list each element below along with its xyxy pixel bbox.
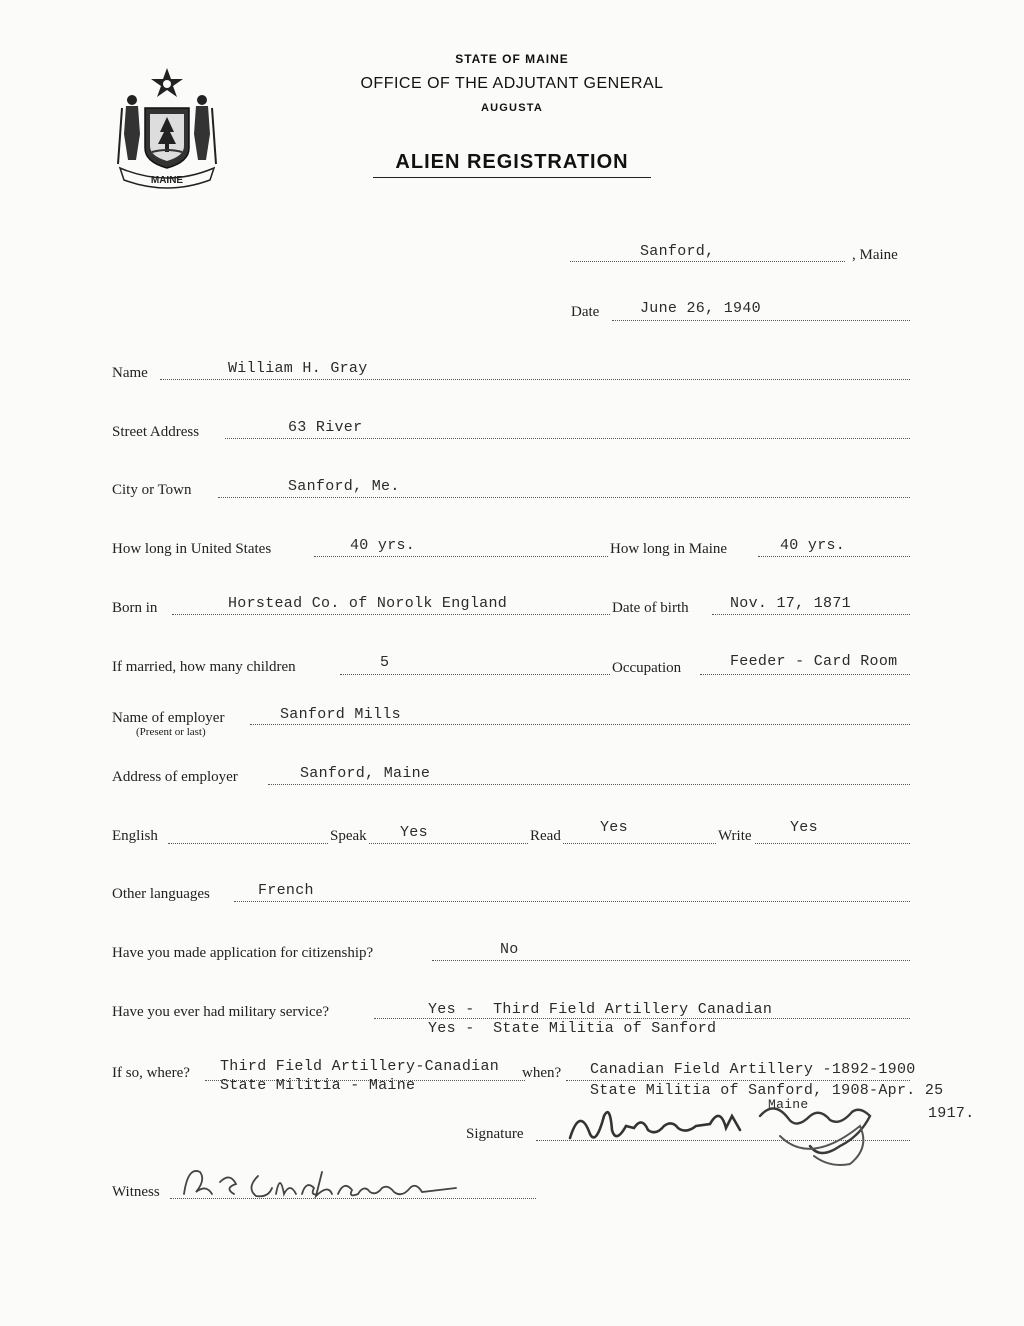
name-value: William H. Gray bbox=[228, 360, 368, 377]
street-label: Street Address bbox=[112, 424, 200, 440]
write-label: Write bbox=[718, 828, 752, 844]
other-languages-line bbox=[234, 901, 910, 902]
citizenship-line bbox=[432, 960, 910, 961]
citizenship-value: No bbox=[500, 941, 519, 958]
english-label: English bbox=[112, 828, 158, 844]
occupation-value: Feeder - Card Room bbox=[730, 653, 898, 670]
other-languages-label: Other languages bbox=[112, 886, 210, 902]
read-value: Yes bbox=[600, 819, 628, 836]
speak-value: Yes bbox=[400, 824, 428, 841]
military-line bbox=[374, 1018, 910, 1019]
date-label: Date bbox=[571, 304, 600, 320]
born-value: Horstead Co. of Norolk England bbox=[228, 595, 508, 612]
maine-years-label: How long in Maine bbox=[610, 541, 728, 557]
maine-state-seal bbox=[112, 64, 222, 190]
employer-address-label: Address of employer bbox=[112, 769, 238, 785]
employer-sublabel: (Present or last) bbox=[136, 726, 206, 738]
us-years-value: 40 yrs. bbox=[350, 537, 416, 554]
city-heading: AUGUSTA bbox=[481, 102, 543, 114]
signature-scrawl bbox=[560, 1086, 920, 1181]
where-label: If so, where? bbox=[112, 1065, 190, 1081]
city-value: Sanford, Me. bbox=[288, 478, 400, 495]
born-label: Born in bbox=[112, 600, 158, 616]
signature-label: Signature bbox=[466, 1126, 524, 1142]
employer-value: Sanford Mills bbox=[280, 706, 401, 723]
where-line-1: Third Field Artillery-Canadian bbox=[220, 1058, 500, 1075]
street-value: 63 River bbox=[288, 419, 363, 436]
occupation-label: Occupation bbox=[612, 660, 682, 676]
city-label: City or Town bbox=[112, 482, 192, 498]
born-line bbox=[172, 614, 610, 615]
seal-motto: MAINE bbox=[150, 175, 184, 186]
when-label: when? bbox=[522, 1065, 562, 1081]
military-line-2: Yes - State Militia of Sanford bbox=[428, 1020, 717, 1037]
form-title: ALIEN REGISTRATION bbox=[395, 151, 629, 173]
read-label: Read bbox=[530, 828, 561, 844]
date-line bbox=[612, 320, 910, 321]
when-line-3: Maine bbox=[768, 1097, 809, 1112]
when-line-4: 1917. bbox=[928, 1105, 975, 1122]
occupation-line bbox=[700, 674, 910, 675]
witness-signature bbox=[176, 1158, 496, 1213]
military-line-1: Yes - Third Field Artillery Canadian bbox=[428, 1001, 773, 1018]
dob-label: Date of birth bbox=[612, 600, 689, 616]
place-line bbox=[570, 261, 845, 262]
us-years-label: How long in United States bbox=[112, 541, 272, 557]
employer-line bbox=[250, 724, 910, 725]
place-suffix: , Maine bbox=[852, 247, 898, 263]
office-heading: OFFICE OF THE ADJUTANT GENERAL bbox=[360, 75, 664, 92]
maine-years-value: 40 yrs. bbox=[780, 537, 846, 554]
state-heading: STATE OF MAINE bbox=[455, 52, 569, 66]
when-line-2: State Militia of Sanford, 1908-Apr. 25 bbox=[590, 1082, 944, 1099]
city-line bbox=[218, 497, 910, 498]
when-line bbox=[566, 1080, 910, 1081]
citizenship-label: Have you made application for citizenship? bbox=[112, 945, 374, 961]
date-value: June 26, 1940 bbox=[640, 300, 761, 317]
employer-label: Name of employer bbox=[112, 710, 225, 726]
dob-line bbox=[712, 614, 910, 615]
place-value: Sanford, bbox=[640, 243, 715, 260]
us-years-line bbox=[314, 556, 608, 557]
street-line bbox=[225, 438, 910, 439]
name-line bbox=[160, 379, 910, 380]
where-line-2: State Militia - Maine bbox=[220, 1077, 416, 1094]
when-line-1: Canadian Field Artillery -1892-1900 bbox=[590, 1061, 916, 1078]
title-underline bbox=[373, 177, 651, 178]
dob-value: Nov. 17, 1871 bbox=[730, 595, 851, 612]
maine-years-line bbox=[758, 556, 910, 557]
children-value: 5 bbox=[380, 654, 390, 671]
employer-address-line bbox=[268, 784, 910, 785]
name-label: Name bbox=[112, 365, 148, 381]
write-value: Yes bbox=[790, 819, 818, 836]
children-label: If married, how many children bbox=[112, 659, 296, 675]
military-label: Have you ever had military service? bbox=[112, 1004, 329, 1020]
employer-address-value: Sanford, Maine bbox=[300, 765, 431, 782]
children-line bbox=[340, 674, 610, 675]
witness-label: Witness bbox=[112, 1184, 160, 1200]
speak-label: Speak bbox=[330, 828, 367, 844]
other-languages-value: French bbox=[258, 882, 314, 899]
